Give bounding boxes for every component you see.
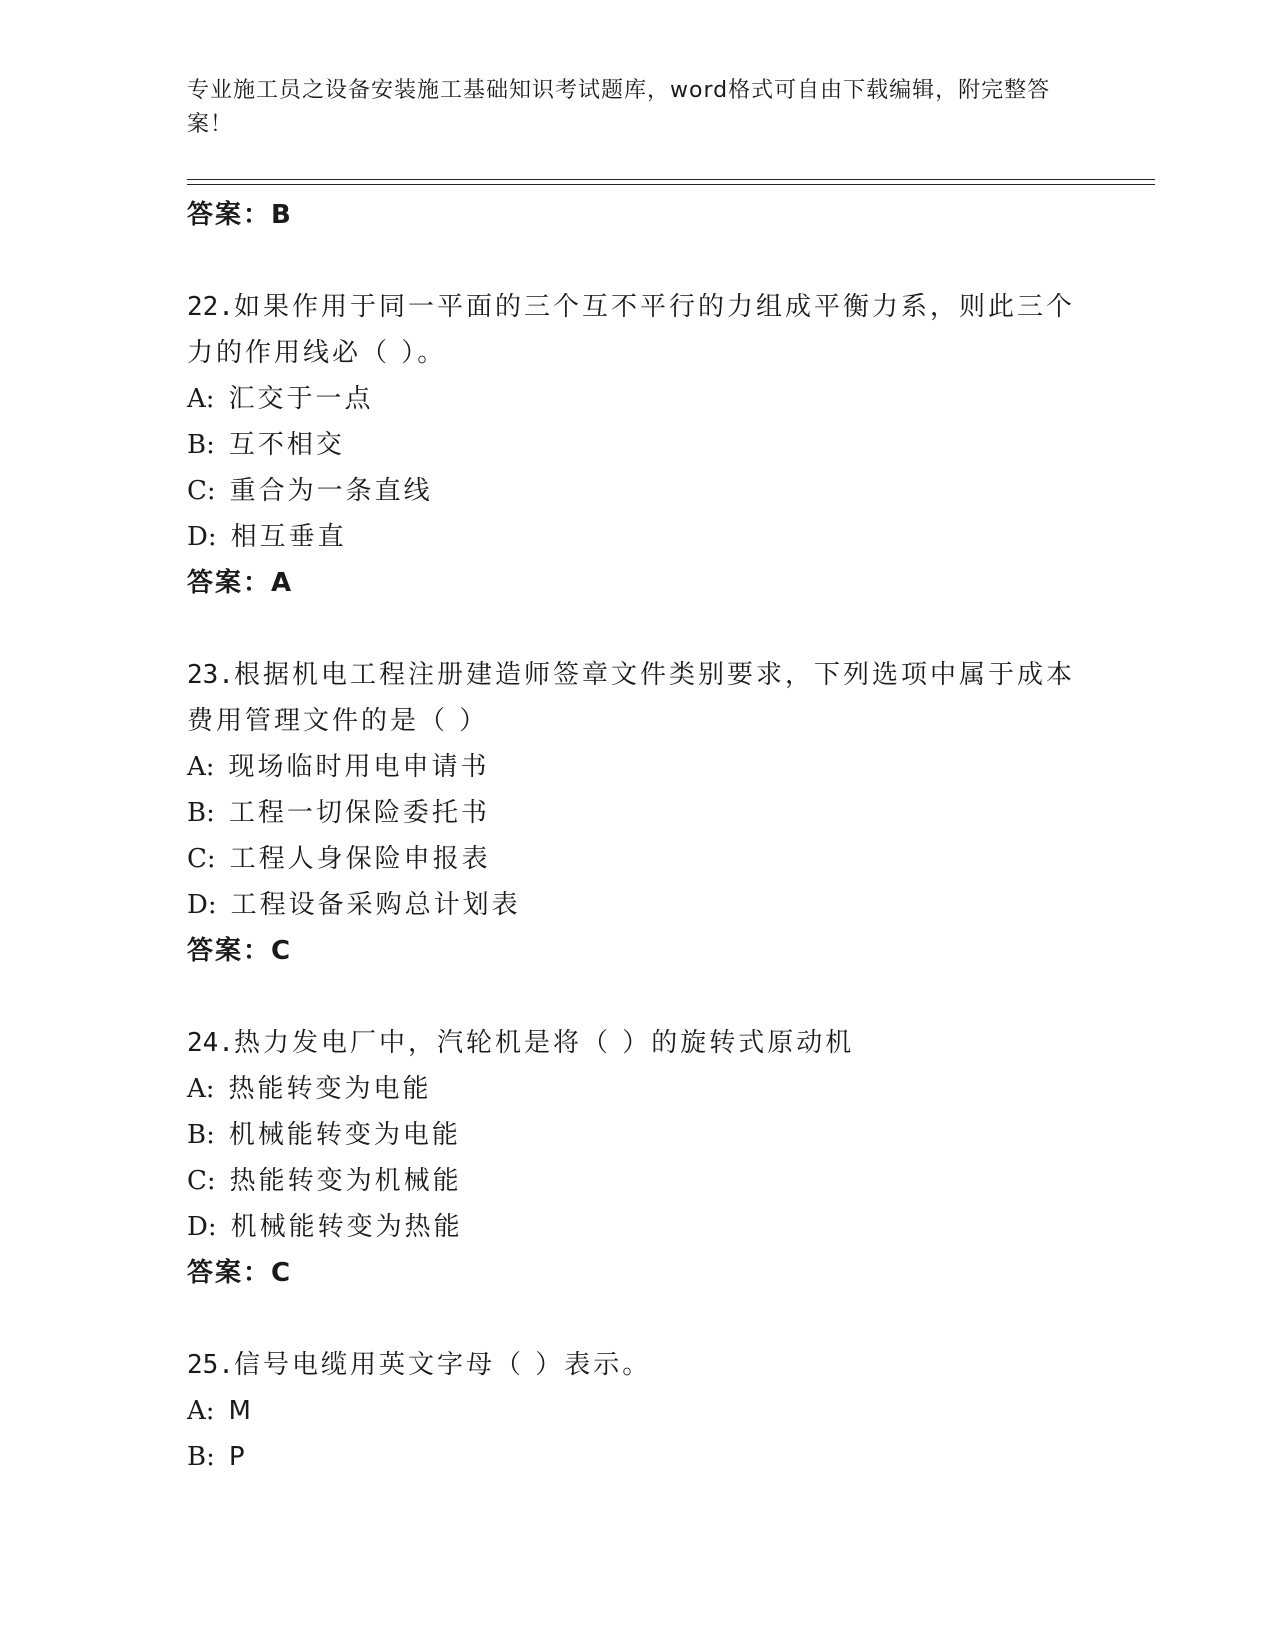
option-text: P bbox=[228, 1442, 248, 1472]
question-text bbox=[187, 1342, 1087, 1388]
option-key: A: bbox=[187, 1074, 215, 1104]
question-22 bbox=[187, 284, 1087, 606]
header-text: 专业施工员之设备安装施工基础知识考试题库，word格式可自由下载编辑，附完整答案！ bbox=[187, 78, 1051, 137]
option-text: M bbox=[228, 1396, 254, 1426]
question-stem: 信号电缆用英文字母（ ）表示。 bbox=[233, 1350, 652, 1380]
option-text: 现场临时用电申请书 bbox=[228, 752, 490, 782]
option-key: D: bbox=[187, 890, 217, 920]
question-text bbox=[187, 1020, 1087, 1066]
option-text: 相互垂直 bbox=[230, 522, 347, 552]
option-key: C: bbox=[187, 844, 216, 874]
option-text: 汇交于一点 bbox=[228, 384, 374, 414]
question-number: 23. bbox=[187, 660, 234, 690]
option-key: B: bbox=[187, 430, 215, 460]
option-b bbox=[187, 790, 1087, 836]
question-text bbox=[187, 284, 1087, 376]
option-text: 热能转变为电能 bbox=[228, 1074, 432, 1104]
option-text: 重合为一条直线 bbox=[229, 476, 433, 506]
option-key: C: bbox=[187, 1166, 216, 1196]
option-b bbox=[187, 1112, 1087, 1158]
question-list bbox=[187, 188, 1087, 1480]
question-stem: 如果作用于同一平面的三个互不平行的力组成平衡力系，则此三个力的作用线必（ ）。 bbox=[187, 292, 1075, 368]
option-d bbox=[187, 514, 1087, 560]
option-key: B: bbox=[187, 1120, 215, 1150]
question-24 bbox=[187, 1020, 1087, 1296]
option-key: B: bbox=[187, 798, 215, 828]
option-c bbox=[187, 468, 1087, 514]
option-key: D: bbox=[187, 522, 217, 552]
option-key: B: bbox=[187, 1442, 215, 1472]
option-d bbox=[187, 882, 1087, 928]
answer-line: 答案：C bbox=[187, 936, 293, 966]
option-key: A: bbox=[187, 1396, 215, 1426]
option-c bbox=[187, 836, 1087, 882]
answer-line: 答案：C bbox=[187, 1258, 293, 1288]
option-key: A: bbox=[187, 752, 215, 782]
option-key: C: bbox=[187, 476, 216, 506]
option-d bbox=[187, 1204, 1087, 1250]
option-b bbox=[187, 422, 1087, 468]
question-25 bbox=[187, 1342, 1087, 1480]
header-divider-top bbox=[187, 179, 1155, 180]
question-text bbox=[187, 652, 1087, 744]
question-number: 24. bbox=[187, 1028, 234, 1058]
option-text: 机械能转变为热能 bbox=[230, 1212, 463, 1242]
option-text: 互不相交 bbox=[228, 430, 345, 460]
option-b bbox=[187, 1434, 1087, 1480]
document-header bbox=[187, 74, 1087, 142]
header-divider-bottom bbox=[187, 184, 1155, 185]
option-a bbox=[187, 744, 1087, 790]
option-text: 机械能转变为电能 bbox=[228, 1120, 461, 1150]
option-c bbox=[187, 1158, 1087, 1204]
option-text: 热能转变为机械能 bbox=[229, 1166, 462, 1196]
option-text: 工程人身保险申报表 bbox=[229, 844, 491, 874]
option-key: D: bbox=[187, 1212, 217, 1242]
answer-line: 答案：A bbox=[187, 568, 294, 598]
option-a bbox=[187, 1066, 1087, 1112]
question-stem: 热力发电厂中，汽轮机是将（ ）的旋转式原动机 bbox=[233, 1028, 855, 1058]
option-a bbox=[187, 1388, 1087, 1434]
question-stem: 根据机电工程注册建造师签章文件类别要求，下列选项中属于成本费用管理文件的是（ ） bbox=[187, 660, 1075, 736]
option-key: A: bbox=[187, 384, 215, 414]
option-text: 工程一切保险委托书 bbox=[228, 798, 490, 828]
option-text: 工程设备采购总计划表 bbox=[230, 890, 521, 920]
question-number: 22. bbox=[187, 292, 234, 322]
question-number: 25. bbox=[187, 1350, 234, 1380]
option-a bbox=[187, 376, 1087, 422]
answer-line: 答案：B bbox=[187, 200, 293, 230]
question-23 bbox=[187, 652, 1087, 974]
